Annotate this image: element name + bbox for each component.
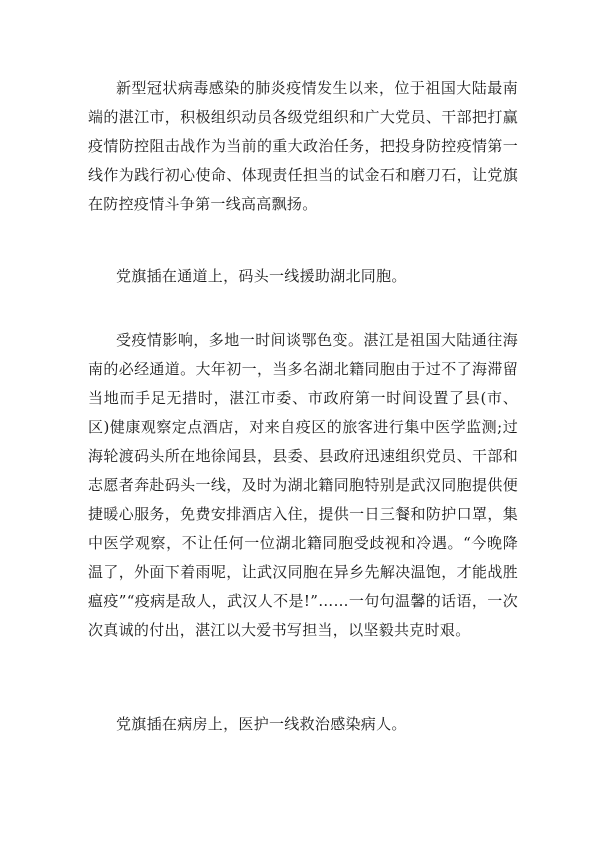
- section-heading-ward: 党旗插在病房上，医护一线救治感染病人。: [116, 715, 407, 733]
- wharf-paragraph: 受疫情影响，多地一时间谈鄂色变。湛江是祖国大陆通往海南的必经通道。大年初一，当多名湖北籍同胞由于过不了海滞留当地而手足无措时，湛江市委、市政府第一时间设置了县(市、区)健康观察定点酒店，对来自疫区的旅客进行集中医学监测;过海轮渡码头所在地徐闻县，县委、县政府迅速组织党员、干部和志愿者奔赴码头一线，及时为湖北籍同胞特别是武汉同胞提供便捷暖心服务，免费安排酒店入住，提供一日三餐和防护口罩，集中医学观察，不让任何一位湖北籍同胞受歧视和冷遇。“今晚降温了，外面下着雨呢，让武汉同胞在异乡先解决温饱，才能战胜瘟疫”“疫病是敌人，武汉人不是!”……一句句温馨的话语，一次次真诚的付出，湛江以大爱书写担当，以坚毅共克时艰。: [88, 331, 518, 639]
- intro-paragraph: 新型冠状病毒感染的肺炎疫情发生以来，位于祖国大陆最南端的湛江市，积极组织动员各级党组织和广大党员、干部把打赢疫情防控阻击战作为当前的重大政治任务，把投身防控疫情第一线作为践行初心使命、体现责任担当的试金石和磨刀石，让党旗在防控疫情斗争第一线高高飘扬。: [88, 79, 518, 213]
- section-heading-wharf: 党旗插在通道上，码头一线援助湖北同胞。: [116, 267, 407, 285]
